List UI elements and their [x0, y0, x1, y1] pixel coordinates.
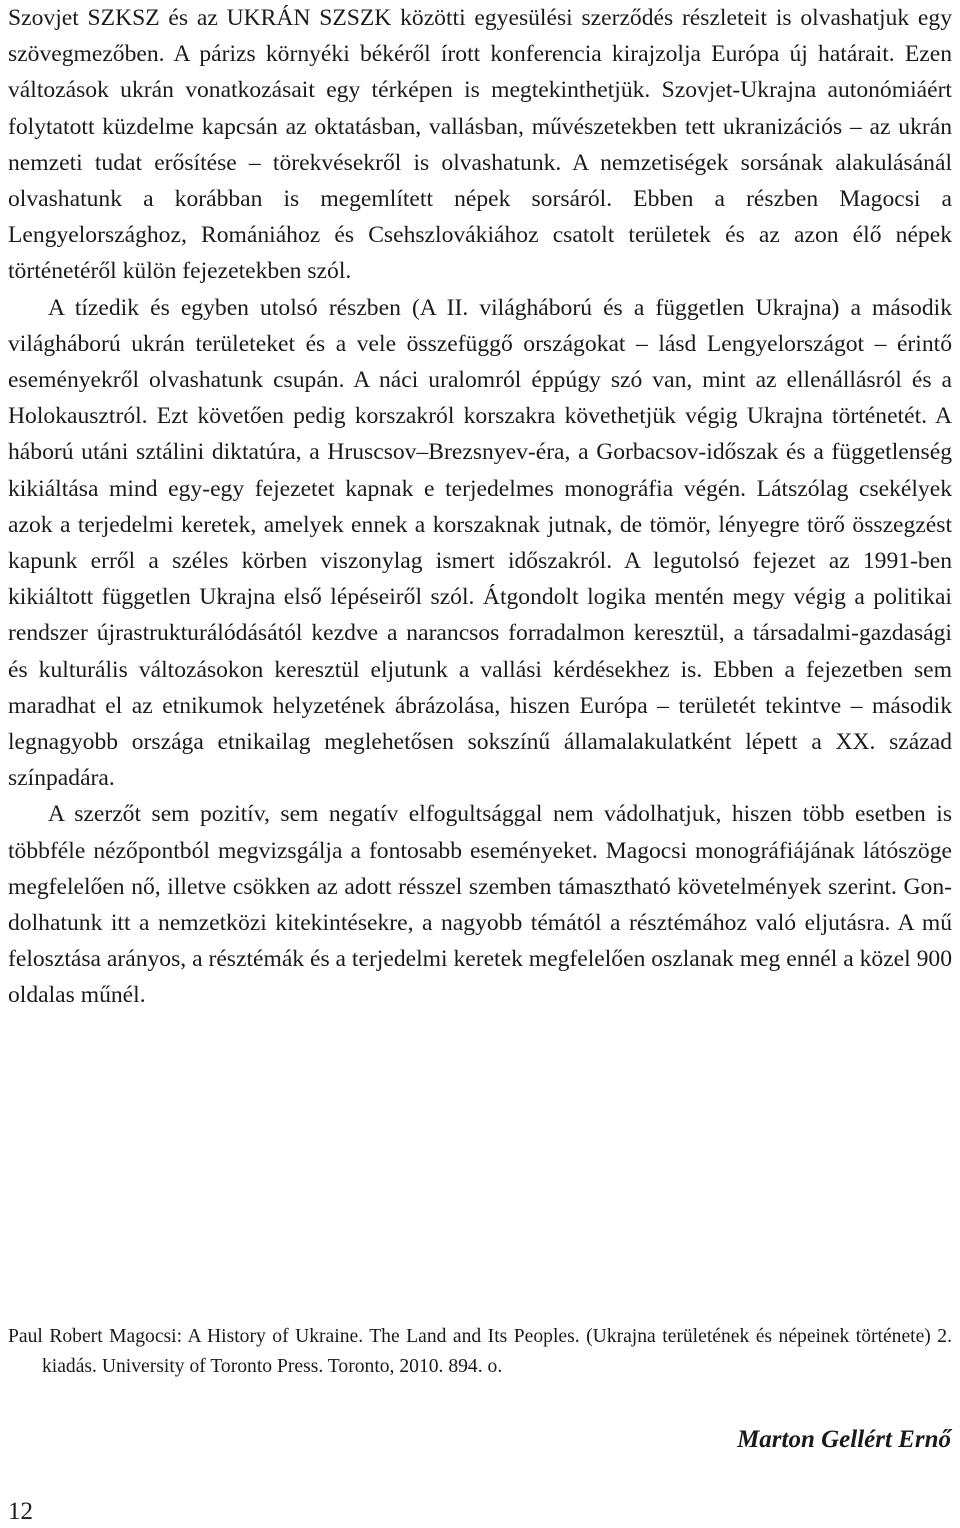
author-signature: Marton Gellért Ernő [737, 1426, 951, 1453]
article-text [8, 0, 952, 1014]
page-number: 12 [8, 1498, 33, 1525]
article-body [8, 0, 952, 1014]
paragraph-2: A tízedik és egyben utolsó részben (A II. világháború és a független Ukrajna) a második világháború ukrán területeket és a vele összefüggő országokat – lásd Lengyelországot – érintő eseményekről olvashatunk csupán. A náci uralomról éppúgy szó van, mint az ellenállásról és a Holokausztról. Ezt követően pedig korszakról korszakra követhetjük végig Ukrajna történetét. A háború utáni sztálini diktatúra, a Hruscsov–Brezsnyev-éra, a Gorbacsov-időszak és a függetlenség kikiáltása mind egy-egy fejezetet kapnak e terjedelmes monográfia végén. Látszólag csekélyek azok a terjedelmi keretek, amelyek ennek a korszaknak jutnak, de tömör, lényegre törő összegzést kapunk erről a széles körben viszonylag ismert időszakról. A legutolsó fejezet az 1991-ben kikiáltott független Ukrajna első lépéseiről szól. Átgondolt logika mentén megy végig a politikai rendszer újrastrukturálódásától kezdve a narancsos forradalmon keresztül, a társadalmi-gazdasági és kulturális változásokon keresztül eljutunk a vallási kérdésekhez is. Ebben a fejezetben sem maradhat el az etnikumok helyzetének ábrázolása, hiszen Európa – területét tekintve – második legnagyobb országa etnikailag meglehetősen sokszínű államalakulatként lépett a XX. század színpadára. [8, 294, 952, 792]
paragraph-3: A szerzőt sem pozitív, sem negatív elfogultsággal nem vádolhatjuk, hiszen több esetben is többféle nézőpontból megvizsgálja a fontosabb eseményeket. Magocsi monográfiájának látószöge megfelelően nő, illetve csökken az adott résszel szemben támasztható követelmények szerint. Gondolhatunk itt a nemzetközi kitekintésekre, a nagyobb témától a résztémához való eljutásra. A mű felosztása arányos, a résztémák és a terjedelmi keretek megfelelően oszlanak meg ennél a közel 900 oldalas műnél. [8, 801, 952, 1009]
bibliographic-reference: Paul Robert Magocsi: A History of Ukraine. The Land and Its Peoples. (Ukrajna területének és népeinek története) 2. kiadás. University of Toronto Press. Toronto, 2010. 894. o. [8, 1326, 952, 1377]
paragraph-1: Szovjet SZKSZ és az UKRÁN SZSZK közötti egyesülési szerződés részleteit is olvashatjuk egy szövegmezőben. A párizs környéki békéről írott konferencia kirajzolja Európa új határait. Ezen változások ukrán vonatkozásait egy térképen is megtekinthetjük. Szovjet-Ukrajna autonómiáért folytatott küzdelme kapcsán az oktatásban, vallásban, művészetekben tett ukranizációs – az ukrán nemzeti tudat erősítése – törekvésekről is olvashatunk. A nemzetiségek sorsának alakulásánál olvashatunk a korábban is megemlített népek sorsáról. Ebben a részben Magocsi a Lengyelországhoz, Romániához és Csehszlovákiához csatolt területek és az azon élő népek történetéről külön fejezetekben szól. [8, 5, 952, 285]
